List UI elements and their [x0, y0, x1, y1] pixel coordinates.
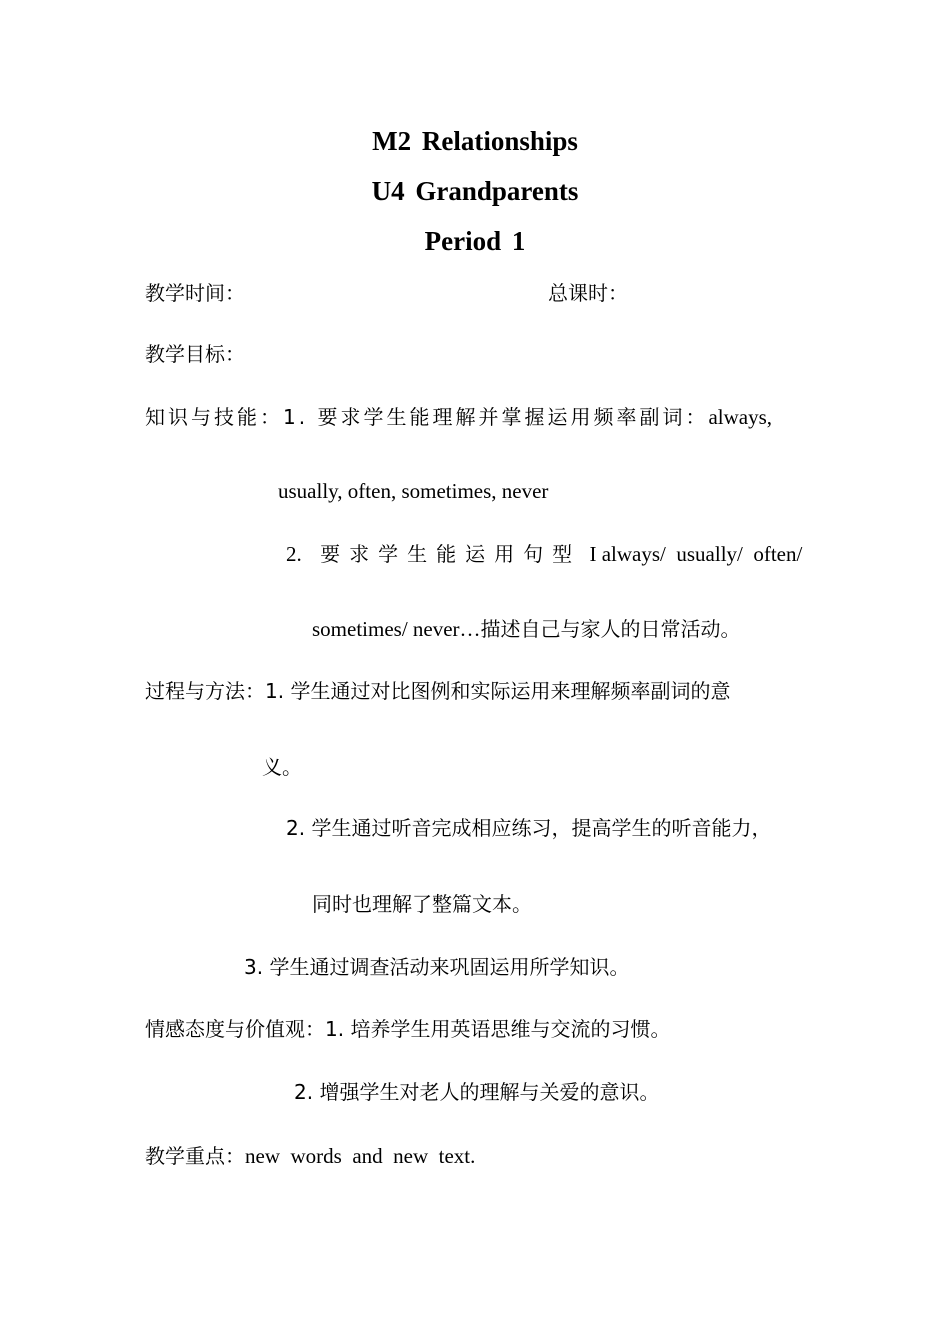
emotion-item-1: 1. 培养学生用英语思维与交流的习惯。 — [325, 1017, 671, 1041]
period-title: Period 1 — [424, 226, 526, 256]
knowledge-item-1: 1. 要求学生能理解并掌握运用频率副词： — [283, 405, 709, 429]
process-item-1-continued: 义。 — [262, 755, 302, 779]
emotion-item-2: 2. 增强学生对老人的理解与关爱的意识。 — [294, 1080, 660, 1104]
knowledge-item-2-continued — [312, 615, 741, 643]
knowledge-skills-label: 知识与技能： — [145, 405, 283, 429]
key-points-line — [145, 1142, 475, 1170]
knowledge-item-2-cont-en: sometimes/ never… — [312, 617, 481, 641]
teaching-time-label: 教学时间： — [145, 281, 245, 305]
process-item-3: 3. 学生通过调查活动来巩固运用所学知识。 — [244, 955, 630, 979]
knowledge-item-2-zh: 要求学生能运用句型 — [320, 542, 582, 566]
total-hours-label: 总课时： — [548, 281, 628, 305]
emotion-values-line-1 — [145, 1015, 670, 1043]
knowledge-item-2-cont-zh: 描述自己与家人的日常活动。 — [480, 617, 741, 641]
key-points-label: 教学重点： — [145, 1144, 245, 1168]
key-points-text: new words and new text. — [245, 1144, 476, 1168]
knowledge-item-2-number: 2. — [286, 542, 302, 566]
process-item-2-continued: 同时也理解了整篇文本。 — [312, 892, 532, 916]
knowledge-item-1-continued: usually, often, sometimes, never — [278, 479, 549, 503]
process-methods-label: 过程与方法： — [145, 679, 265, 703]
process-methods-line-1 — [145, 677, 730, 705]
process-item-2: 2. 学生通过听音完成相应练习，提高学生的听音能力， — [286, 816, 772, 840]
knowledge-item-2-line-1 — [286, 540, 802, 568]
objectives-heading: 教学目标： — [145, 342, 245, 366]
knowledge-item-1-en: always, — [708, 405, 773, 429]
knowledge-item-2-en: I always/ usually/ often/ — [589, 542, 803, 566]
module-title: M2 Relationships — [372, 126, 578, 156]
unit-title: U4 Grandparents — [371, 176, 579, 206]
process-item-1: 1. 学生通过对比图例和实际运用来理解频率副词的意 — [265, 679, 731, 703]
emotion-values-label: 情感态度与价值观： — [145, 1017, 325, 1041]
knowledge-skills-line-1 — [145, 403, 772, 431]
